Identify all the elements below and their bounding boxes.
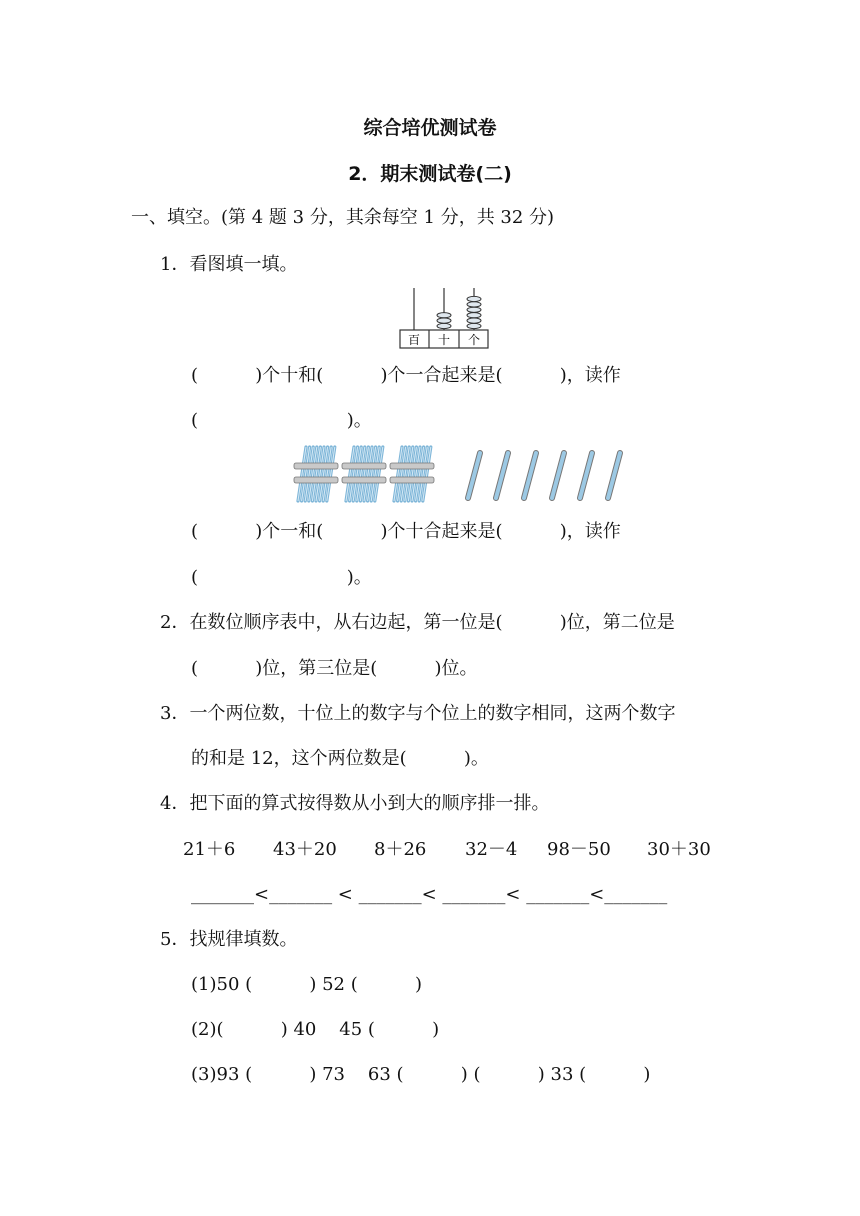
section-heading: 一、填空。(第 4 题 3 分，其余每空 1 分，共 32 分) xyxy=(131,207,555,228)
q5-item: (3)93 ( ) 73 63 ( ) ( ) 33 ( ) xyxy=(191,1064,651,1085)
q4-expression: 98－50 xyxy=(547,839,611,860)
q4-prompt: 4．把下面的算式按得数从小到大的顺序排一排。 xyxy=(160,793,550,814)
abacus-bead xyxy=(467,302,481,307)
q4-expression: 21＋6 xyxy=(183,839,236,860)
single-stick xyxy=(608,453,620,498)
abacus-bead xyxy=(467,318,481,323)
q4-expression: 32－4 xyxy=(465,839,518,860)
stick-bundle xyxy=(390,447,434,501)
q5-prompt: 5．找规律填数。 xyxy=(160,929,298,950)
abacus-label-hundreds: 百 xyxy=(407,333,421,347)
q1-line-b: ( )。 xyxy=(191,410,372,431)
abacus-bead xyxy=(467,323,481,328)
single-stick xyxy=(552,453,564,498)
q2-line-b: ( )位，第三位是( )位。 xyxy=(191,658,478,679)
q1-line-a: ( )个十和( )个一合起来是( )，读作 xyxy=(191,365,621,386)
abacus-bead xyxy=(467,313,481,318)
abacus-bead xyxy=(437,318,451,323)
single-stick xyxy=(524,453,536,498)
abacus-figure xyxy=(398,288,492,350)
sticks-figure xyxy=(288,443,638,505)
q5-item: (2)( ) 40 45 ( ) xyxy=(191,1019,440,1040)
q1-prompt: 1．看图填一填。 xyxy=(160,254,298,275)
abacus-bead xyxy=(437,313,451,318)
q3-line-b: 的和是 12，这个两位数是( )。 xyxy=(191,748,489,769)
stick-bundle xyxy=(294,447,338,501)
q5-item: (1)50 ( ) 52 ( ) xyxy=(191,974,422,995)
q4-order-line: _______<_______ < _______< _______< _______<_______ xyxy=(191,884,668,905)
abacus-label-tens: 十 xyxy=(437,333,451,347)
ones-beads xyxy=(467,296,481,328)
single-stick xyxy=(496,453,508,498)
abacus-label-ones: 个 xyxy=(467,333,481,347)
stick-bundle xyxy=(342,447,386,501)
single-stick xyxy=(468,453,480,498)
abacus-bead xyxy=(437,323,451,328)
q4-expression: 8＋26 xyxy=(374,839,427,860)
q4-expression: 43＋20 xyxy=(273,839,337,860)
abacus-bead xyxy=(467,296,481,301)
page-subtitle: 2．期末测试卷(二) xyxy=(348,163,512,185)
q1-line-d: ( )。 xyxy=(191,567,372,588)
abacus-bead xyxy=(467,307,481,312)
q1-line-c: ( )个一和( )个十合起来是( )，读作 xyxy=(191,521,621,542)
q3-line-a: 3．一个两位数，十位上的数字与个位上的数字相同，这两个数字 xyxy=(160,703,676,724)
tens-beads xyxy=(437,313,451,329)
q2-line-a: 2．在数位顺序表中，从右边起，第一位是( )位，第二位是 xyxy=(160,612,675,633)
q4-expression: 30＋30 xyxy=(647,839,711,860)
page-title: 综合培优测试卷 xyxy=(363,117,497,139)
single-stick xyxy=(580,453,592,498)
